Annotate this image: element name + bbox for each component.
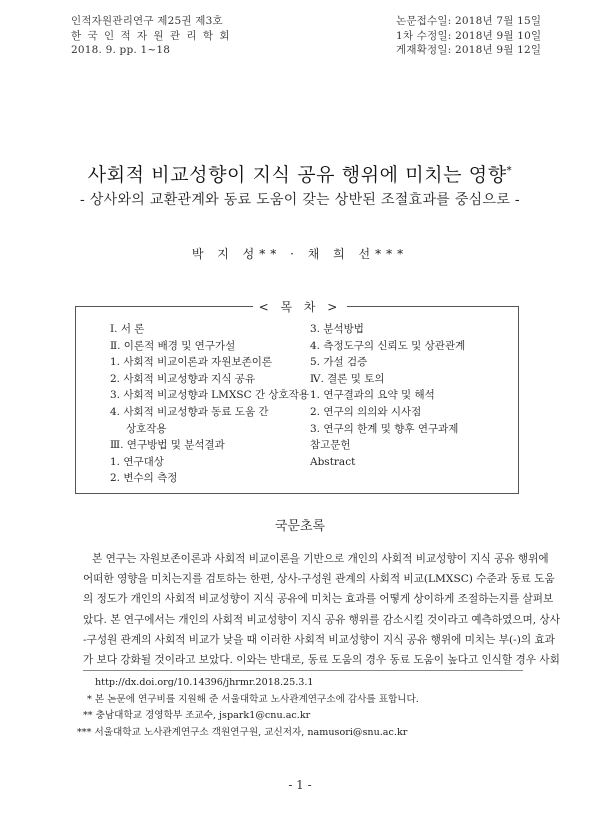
toc-item: 1. 연구대상 [110,455,164,468]
toc-item: 4. 측정도구의 신뢰도 및 상관관계 [310,339,466,352]
toc-right-column [310,321,465,470]
toc-item: 4. 사회적 비교성향과 동료 도움 간 [110,405,269,418]
abstract-heading: 국문초록 [274,519,326,534]
abstract-line: -구성원 관계의 사회적 비교가 낮을 때 이러한 사회적 비교성향이 지식 공유 행위에 미치는 부(-)의 효과 [83,633,555,646]
toc-item: 3. 사회적 비교성향과 LMXSC 간 상호작용 [110,389,309,402]
toc-item: 2. 변수의 측정 [110,472,178,485]
toc-item: 1. 연구결과의 요약 및 해석 [310,389,435,402]
toc-item: 3. 연구의 한계 및 향후 연구과제 [310,422,459,435]
toc-item: 2. 연구의 의의와 시사점 [310,405,422,418]
abstract-line: 어떠한 영향을 미치는지를 검토하는 한편, 상사-구성원 관계의 사회적 비교(LMXSC) 수준과 동료 도움 [83,573,555,586]
journal-name: 인적자원관리연구 제25권 제3호 [71,15,223,27]
toc-item: Abstract [310,455,356,468]
toc-item: Ⅳ. 결론 및 토의 [310,372,385,385]
abstract-line: 았다. 본 연구에서는 개인의 사회적 비교성향이 지식 공유 행위를 감소시킬 것이라고 예측하였으며, 상사 [83,613,560,626]
abstract-line: 의 정도가 개인의 사회적 비교성향이 지식 공유에 미치는 효과를 어떻게 상이하게 조절하는지를 살펴보 [83,593,554,606]
toc-item: 상호작용 [126,422,167,435]
toc-left-column [102,321,309,487]
footnote-author-1: ** 충남대학교 경영학부 조교수, jspark1@cnu.ac.kr [83,710,311,721]
toc-item: Ⅲ. 연구방법 및 분석결과 [110,439,225,452]
toc-heading [0,298,600,315]
footnotes [77,675,419,741]
doi-link[interactable]: http://dx.doi.org/10.14396/jhrmr.2018.25.3.1 [95,677,314,688]
submission-dates [396,14,541,58]
toc-item: 참고문헌 [310,439,351,452]
title-footnote-mark: * [506,165,513,177]
authors: 박 지 성** · 채 희 선*** [191,247,409,261]
toc-item: 5. 가설 검증 [310,356,368,369]
revised-date: 1차 수정일: 2018년 9월 10일 [396,29,542,42]
paper-title [0,160,600,187]
abstract-body [83,549,560,670]
footnote-rule [83,670,523,671]
footnote-author-2: *** 서울대학교 노사관계연구소 객원연구원, 교신저자, namusori@snu.ac.kr [77,726,408,738]
toc-item: 2. 사회적 비교성향과 지식 공유 [110,372,256,385]
footnote-funding: * 본 논문에 연구비를 지원해 준 서울대학교 노사관계연구소에 감사를 표합니다. [87,693,419,705]
toc-item: 3. 분석방법 [310,323,364,335]
page-number: - 1 - [288,778,312,792]
accepted-date: 게재확정일: 2018년 9월 12일 [396,44,542,56]
abstract-line: 본 연구는 자원보존이론과 사회적 비교이론을 기반으로 개인의 사회적 비교성향이 지식 공유 행위에 [92,553,549,565]
issue-pages: 2018. 9. pp. 1~18 [71,44,171,56]
received-date: 논문접수일: 2018년 7월 15일 [396,15,542,27]
toc-heading-text: < 목 차 > [253,300,348,314]
title-text: 사회적 비교성향이 지식 공유 행위에 미치는 영향 [87,164,507,186]
abstract-line: 가 보다 강화될 것이라고 보았다. 이와는 반대로, 동료 도움의 경우 동료 도움이 높다고 인식할 경우 사회 [83,654,560,667]
publisher: 한 국 인 적 자 원 관 리 학 회 [71,29,231,42]
toc-item: Ⅱ. 이론적 배경 및 연구가설 [110,339,236,352]
toc-item: Ⅰ. 서 론 [110,323,145,335]
paper-subtitle: - 상사와의 교환관계와 동료 도움이 갖는 상반된 조절효과를 중심으로 - [80,192,520,208]
toc-item: 1. 사회적 비교이론과 자원보존이론 [110,356,273,369]
journal-info [71,14,231,58]
